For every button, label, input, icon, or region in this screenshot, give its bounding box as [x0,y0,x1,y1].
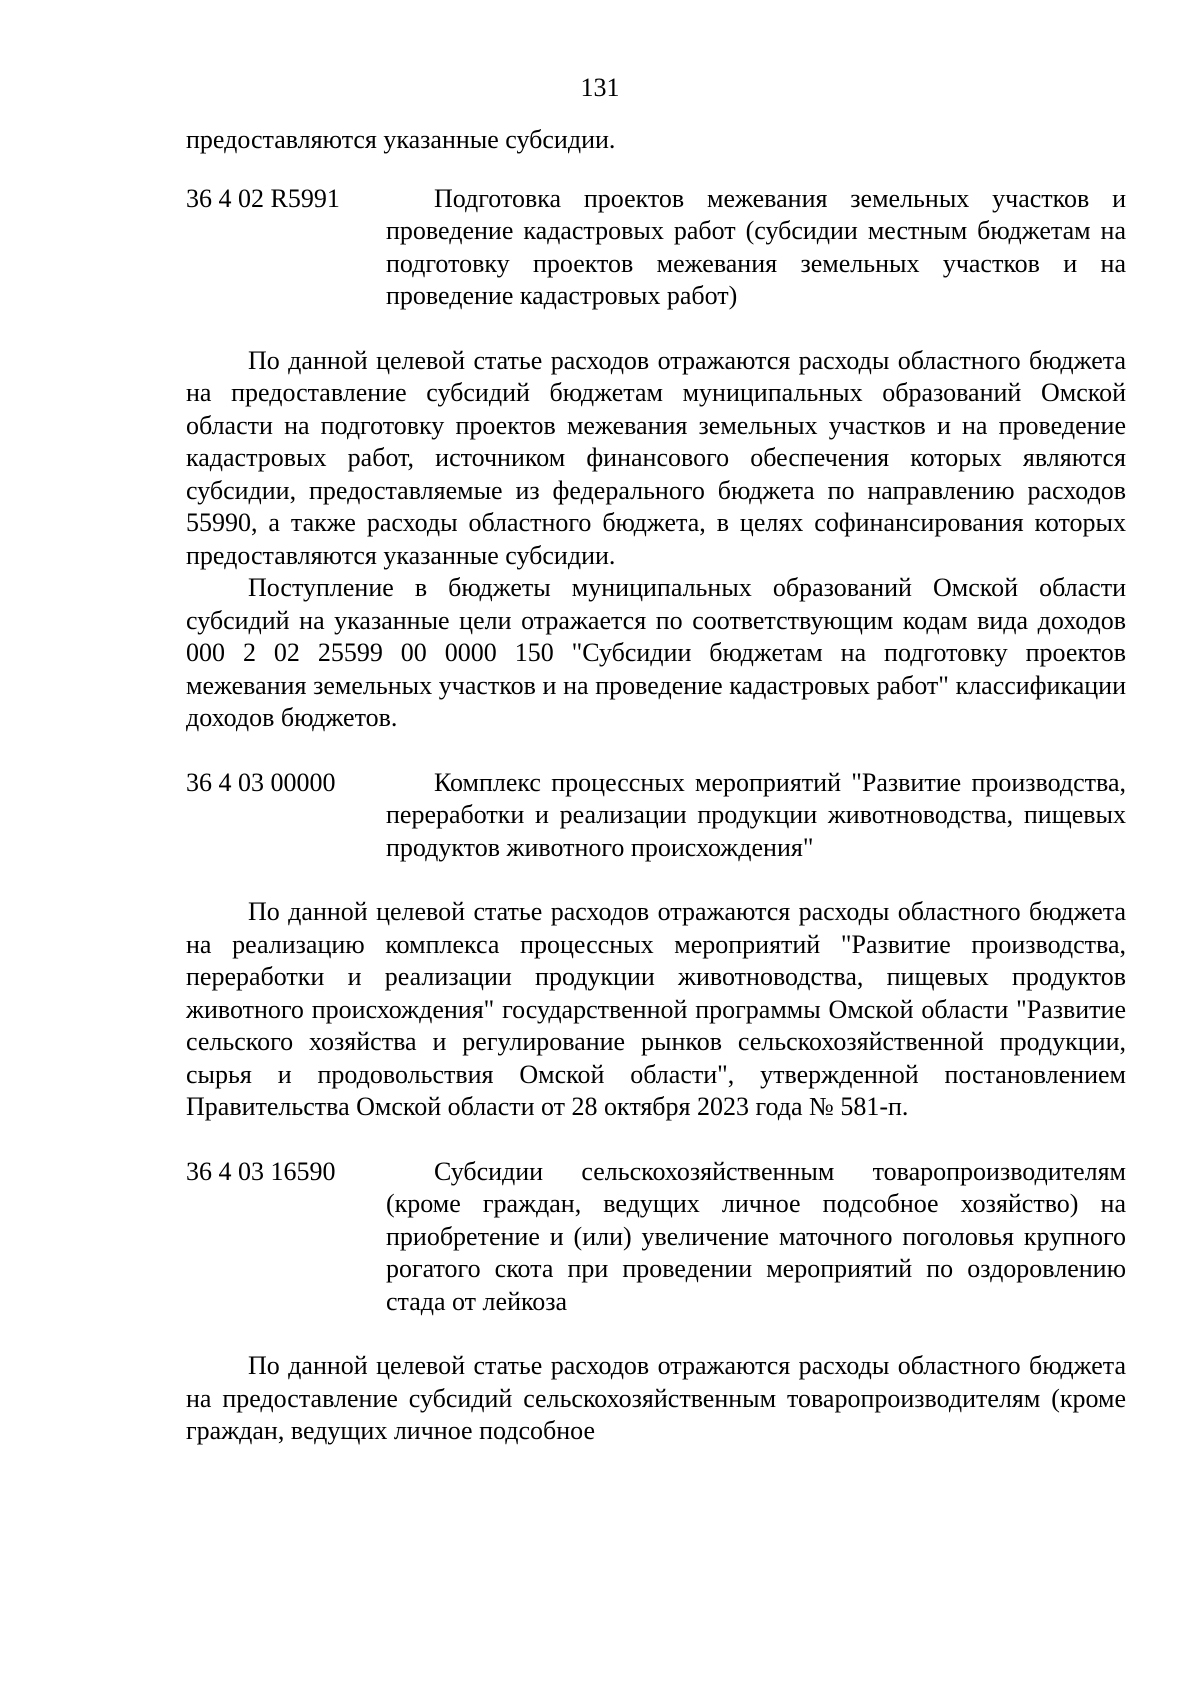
body-paragraph: По данной целевой статье расходов отражаются расходы областного бюджета на предоставление субсидий бюджетам муниципальных образований Омской области на подготовку проектов межевания земельных участков и на проведение кадастровых работ, источником финансового обеспечения которых являются субсидии, предоставляемые из федерального бюджета по направлению расходов 55990, а также расходы областного бюджета, в целях софинансирования которых предоставляются указанные субсидии. [186,345,1126,570]
entry-title: Подготовка проектов межевания земельных участков и проведение кадастровых работ (субсидии местным бюджетам на подготовку проектов межевания земельных участков и на проведение кадастровых работ) [386,183,1126,310]
spacer [186,157,1126,183]
body-paragraph: Поступление в бюджеты муниципальных образований Омской области субсидий на указанные цели отражается по соответствующим кодам вида доходов 000 2 02 25599 00 0000 150 "Субсидии бюджетам на подготовку проектов межевания земельных участков и на проведение кадастровых работ" классификации доходов бюджетов. [186,573,1126,732]
intro-paragraph: предоставляются указанные субсидии. [186,125,616,154]
body-paragraph: По данной целевой статье расходов отражаются расходы областного бюджета на реализацию комплекса процессных мероприятий "Развитие производства, переработки и реализации продукции животноводства, пищевых продуктов животного происхождения" государственной программы Омской области "Развитие сельского хозяйства и регулирование рынков сельскохозяйственной продукции, сырья и продовольствия Омской области", утвержденной постановлением Правительства Омской области от 28 октября 2023 года № 581-п. [186,897,1126,1121]
body-paragraph: По данной целевой статье расходов отражаются расходы областного бюджета на предоставление субсидий сельскохозяйственным товаропроизводителям (кроме граждан, ведущих личное подсобное [186,1351,1126,1445]
entry-title: Субсидии сельскохозяйственным товаропроизводителям (кроме граждан, ведущих личное подсобное хозяйство) на приобретение и (или) увеличение маточного поголовья крупного рогатого скота при проведении мероприятий по оздоровлению стада от лейкоза [386,1156,1126,1316]
spacer [186,313,1126,345]
entry-code: 36 4 02 R5991 [186,183,340,213]
spacer [186,735,1126,767]
budget-entry-16590 [186,1156,1126,1319]
spacer [186,1318,1126,1350]
entry-code: 36 4 03 16590 [186,1156,336,1186]
entry-title: Комплекс процессных мероприятий "Развитие производства, переработки и реализации продукции животноводства, пищевых продуктов животного происхождения" [386,767,1126,862]
spacer [186,864,1126,896]
budget-entry-r5991 [186,183,1126,313]
page-number: 131 [580,73,620,102]
budget-entry-00000 [186,767,1126,865]
page-content [186,124,1126,1448]
entry-code: 36 4 03 00000 [186,767,336,797]
spacer [186,1124,1126,1156]
